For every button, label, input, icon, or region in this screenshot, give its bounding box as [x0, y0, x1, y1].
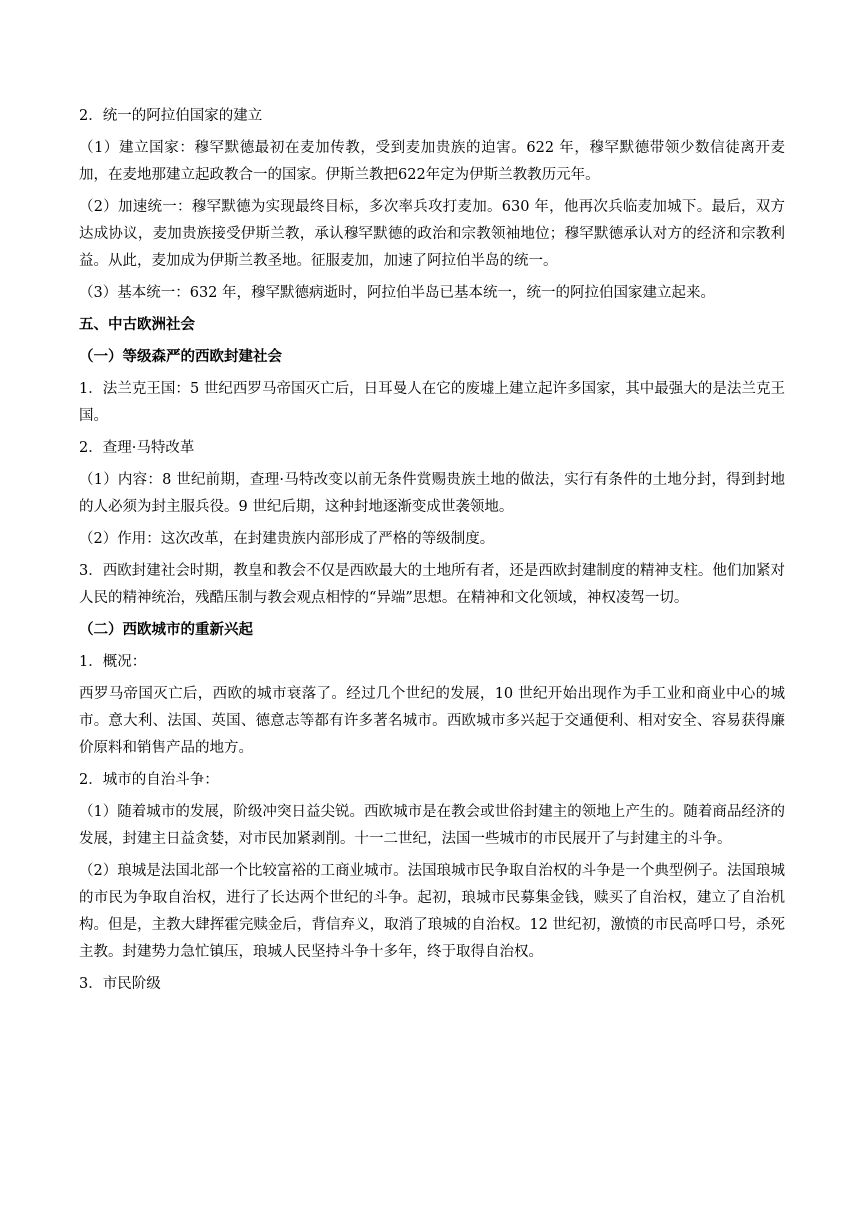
paragraph-class-conflict: （1）随着城市的发展，阶级冲突日益尖锐。西欧城市是在教会或世俗封建主的领地上产生的。随着商品经济的发展，封建主日益贪婪，对市民加紧剥削。十一二世纪，法国一些城市的市民展开了与封建主的斗争。	[79, 804, 785, 847]
paragraph-frankish-kingdom: 1．法兰克王国：5 世纪西罗马帝国灭亡后，日耳曼人在它的废墟上建立起许多国家，其中最强大的是法兰克王国。	[79, 381, 785, 424]
paragraph-overview: 西罗马帝国灭亡后，西欧的城市衰落了。经过几个世纪的发展，10 世纪开始出现作为手工业和商业中心的城市。意大利、法国、英国、德意志等都有许多著名城市。西欧城市多兴起于交通便利、相对安全、容易获得廉价原料和销售产品的地方。	[79, 686, 785, 756]
section-heading-medieval-europe: 五、中古欧洲社会	[79, 317, 195, 333]
paragraph-laon-struggle: （2）琅城是法国北部一个比较富裕的工商业城市。法国琅城市民争取自治权的斗争是一个典型例子。法国琅城的市民为争取自治权，进行了长达两个世纪的斗争。起初，琅城市民募集金钱，赎买了自治权，建立了自治机构。但是，主教大肆挥霍完赎金后，背信弃义，取消了琅城的自治权。12 世纪初，激愤的市民高呼口号，杀死主教。封建势力急忙镇压，琅城人民坚持斗争十多年，终于取得自治权。	[79, 863, 785, 960]
subsection-heading-burghers: 3．市民阶级	[79, 976, 161, 992]
subsection-heading-arab-state: 2．统一的阿拉伯国家的建立	[79, 108, 263, 124]
subsection-heading-charles-martel: 2．查理·马特改革	[79, 440, 195, 456]
paragraph-accelerate-unification: （2）加速统一：穆罕默德为实现最终目标，多次率兵攻打麦加。630 年，他再次兵临麦加城下。最后，双方达成协议，麦加贵族接受伊斯兰教，承认穆罕默德的政治和宗教领袖地位；穆罕默德承认对方的经济和宗教利益。从此，麦加成为伊斯兰教圣地。征服麦加，加速了阿拉伯半岛的统一。	[79, 199, 785, 269]
paragraph-church-role: 3．西欧封建社会时期，教皇和教会不仅是西欧最大的土地所有者，还是西欧封建制度的精神支柱。他们加紧对人民的精神统治，残酷压制与教会观点相悖的“异端”思想。在精神和文化领域，神权凌驾一切。	[79, 563, 785, 606]
subsection-heading-self-government: 2．城市的自治斗争：	[79, 772, 219, 788]
section-heading-feudal-society: （一）等级森严的西欧封建社会	[79, 349, 282, 365]
paragraph-reform-content: （1）内容：8 世纪前期，查理·马特改变以前无条件赏赐贵族土地的做法，实行有条件的土地分封，得到封地的人必须为封主服兵役。9 世纪后期，这种封地逐渐变成世袭领地。	[79, 472, 785, 515]
paragraph-reform-effect: （2）作用：这次改革，在封建贵族内部形成了严格的等级制度。	[79, 531, 495, 547]
paragraph-establish-state: （1）建立国家：穆罕默德最初在麦加传教，受到麦加贵族的迫害。622 年，穆罕默德带领少数信徒离开麦加，在麦地那建立起政教合一的国家。伊斯兰教把622年定为伊斯兰教教历元年。	[79, 140, 785, 183]
document-page	[79, 103, 785, 1003]
subsection-heading-overview: 1．概况：	[79, 654, 147, 670]
paragraph-basic-unification: （3）基本统一：632 年，穆罕默德病逝时，阿拉伯半岛已基本统一，统一的阿拉伯国家建立起来。	[79, 285, 716, 301]
section-heading-city-revival: （二）西欧城市的重新兴起	[79, 622, 253, 638]
